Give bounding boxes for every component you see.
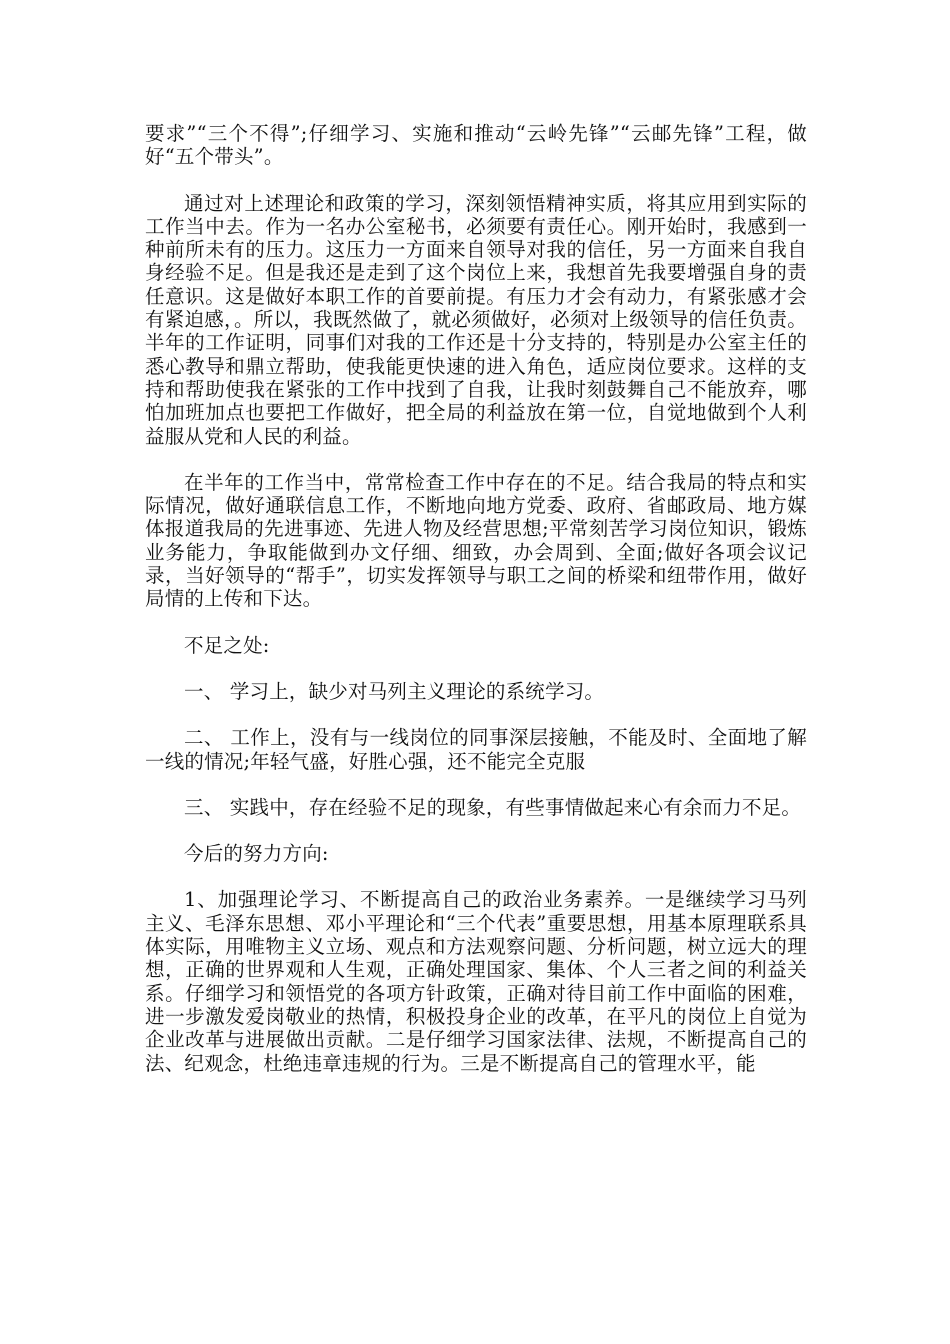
shortcoming-item-2: 二、 工作上，没有与一线岗位的同事深层接触，不能及时、全面地了解一线的情况;年轻气盛，好胜心强，还不能完全克服 [145,726,807,773]
paragraph-continuation: 要求”“三个不得”;仔细学习、实施和推动“云岭先锋”“云邮先锋”工程，做好“五个带头”。 [145,122,807,169]
direction-item-1: 1、加强理论学习、不断提高自己的政治业务素养。一是继续学习马列主义、毛泽东思想、邓小平理论和“三个代表”重要思想，用基本原理联系具体实际，用唯物主义立场、观点和方法观察问题、分析问题，树立远大的理想，正确的世界观和人生观，正确处理国家、集体、个人三者之间的利益关系。仔细学习和领悟党的各项方针政策，正确对待目前工作中面临的困难，进一步激发爱岗敬业的热情，积极投身企业的改革，在平凡的岗位上自觉为企业改革与进展做出贡献。二是仔细学习国家法律、法规，不断提高自己的法、纪观念，杜绝违章违规的行为。三是不断提高自己的管理水平，能 [145,888,807,1075]
shortcoming-item-3: 三、 实践中，存在经验不足的现象，有些事情做起来心有余而力不足。 [184,795,802,819]
heading-future-direction: 今后的努力方向: [184,842,329,866]
paragraph-work-review: 在半年的工作当中，常常检查工作中存在的不足。结合我局的特点和实际情况，做好通联信息工作，不断地向地方党委、政府、省邮政局、地方媒体报道我局的先进事迹、先进人物及经营思想;平常刻苦学习岗位知识，锻炼业务能力，争取能做到办文仔细、细致，办会周到、全面;做好各项会议记录，当好领导的“帮手”，切实发挥领导与职工之间的桥梁和纽带作用，做好局情的上传和下达。 [145,470,807,611]
document-body [145,122,807,1098]
heading-shortcomings: 不足之处: [184,633,270,657]
paragraph-study-application: 通过对上述理论和政策的学习，深刻领悟精神实质，将其应用到实际的工作当中去。作为一名办公室秘书，必须要有责任心。刚开始时，我感到一种前所未有的压力。这压力一方面来自领导对我的信任，另一方面来自我自身经验不足。但是我还是走到了这个岗位上来，我想首先我要增强自身的责任意识。这是做好本职工作的首要前提。有压力才会有动力，有紧张感才会有紧迫感，。所以，我既然做了，就必须做好，必须对上级领导的信任负责。半年的工作证明，同事们对我的工作还是十分支持的，特别是办公室主任的悉心教导和鼎立帮助，使我能更快速的进入角色，适应岗位要求。这样的支持和帮助使我在紧张的工作中找到了自我，让我时刻鼓舞自己不能放弃，哪怕加班加点也要把工作做好，把全局的利益放在第一位，自觉地做到个人利益服从党和人民的利益。 [145,191,807,448]
shortcoming-item-1: 一、 学习上，缺少对马列主义理论的系统学习。 [184,679,605,703]
